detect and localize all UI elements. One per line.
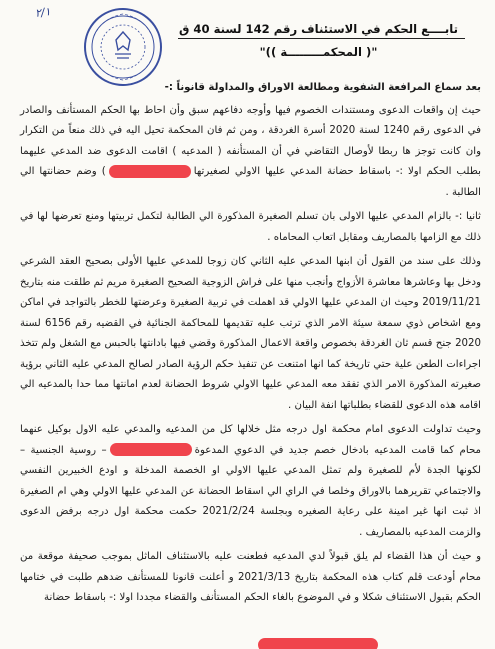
paragraph-text: ثانيا :- بالزام المدعي عليها الاولى بان تسلم الصغيرة المذكورة الي الطالبة لتكمل تربيتها ومنع تعرضها لها في ذلك مع الزامها بالمصاريف ومقابل اتعاب المحاماه . [20,211,481,243]
paragraph-p1 [20,78,481,99]
document-subtitle: "( المحكمـــــــــة ))" [259,45,378,59]
redaction-mark [258,638,378,649]
paragraph-text: – روسية الجنسية – لكونها الجدة لأم للصغيرة ولم تمثل المدعي عليها الاولي او الخصمة المدخلة و اودع الخبيرين النفسي والاجتماعي تقريرهما بالاوراق وخلصا في الراي الي اسقاط الحضانة عن المدعي عليها الاولي وهي ام الصغيرة اذ ثبت انها غير امينة على رعاية الصغيره وبجلسة 2021/2/24 حكمت محكمة اول درجه برفض الدعوى والزمت المدعيه بالمصاريف . [20,444,481,538]
paragraph-text: وذلك على سند من القول أن ابنها المدعي عليه الثاني كان زوجا للمدعي عليها الأولى بصحيح العقد الشرعي ودخل بها وعاشرها معاشرة الأزواج وأنجب منها على فراش الزوجية الصحيح الصغيرة مريم ثم طلقت منه بتاريخ 2019/11/21 وحيث ان المدعي عليها الاولي قد اهملت في تربية الصغيرة وعرضتها للخطر بالتواجد في اماكن ومع اشخاص ذوي سمعة سيئة الامر الذي ترتب عليه تقديمها للمحاكمة الجنائية في القضيه رقم 6156 لسنة 2020 جنح قسم ثان الغردقة بخصوص واقعة الاعمال المذكورة وقضي فيها بادانتها بالحبس مع الشغل ولم تتخذ اجراءات الطعن علية حتي تاريخة كما انها امتنعت عن تنفيذ حكم الرؤية الصادر لصالح المدعي عليه الثاني برؤية صغيرته المذكورة الامر الذي تفقد معه المدعي عليها الاولي شروط الحضانة لعدم امانتها مما حدا بالمدعيه الي اقامه هذه الدعوى للقضاء بطلباتها انفة البيان . [19,256,481,411]
paragraph-p5 [20,420,481,543]
paragraph-p6 [20,547,481,609]
court-seal-stamp [82,6,164,88]
paragraph-text: بعد سماع المرافعة الشفوية ومطالعة الاوراق والمداولة قانوناً :- [164,82,481,93]
paragraph-text: و حيث أن هذا القضاء لم يلق قبولاً لدي المدعيه فطعنت عليه بالاستئناف الماثل بموجب صحيفة موقعة من محام أودعت قلم كتاب هذه المحكمة بتاريخ 2021/3/13 و أعلنت قانونا للمستأنف ضدهم طلبت في ختامها الحكم بقبول الاستئناف شكلا و في الموضوع بالغاء الحكم المستأنف والقضاء مجددا اولا :- باسقاط حضانة [20,551,482,603]
paragraph-text: ) وضم حضانتها الي الطالبة . [20,166,481,198]
paragraph-p4 [20,252,481,416]
document-title: تابــــع الحكم في الاستئناف رقم 142 لسنة 40 ق [179,22,458,36]
paragraph-p2 [20,101,481,204]
document-header [160,22,477,59]
redaction-mark [109,165,191,178]
paragraph-text: وحيث تداولت الدعوى امام محكمة اول درجه مثل خلالها كل من المدعيه والمدعي عليه الاول بوكيل عنهما محام كما قامت المدعيه بادخال خصم جديد في الدعوي المدعوة [20,424,482,456]
paragraph-p3 [20,207,481,248]
page-number: ٢/١ [34,4,52,21]
paragraph-text: حيث إن واقعات الدعوى ومستندات الخصوم فيها وأوجه دفاعهم سبق وأن احاط بها الحكم المستأنف والصادر في الدعوى رقم 1240 لسنة 2020 أسرة الغردقة ، ومن ثم فان المحكمة تحيل اليه في ذلك منعاً من التكرار وان كانت توجز ها ربطا لأوصال التقاضي في أن المستأنفه ( المدعيه ) اقامت الدعوى ضد المدعي عليهما بطلب الحكم اولا :- باسقاط حضانة المدعي عليها الاولي لصغيرتها [20,104,481,177]
judgment-body [20,78,481,649]
redaction-mark [110,443,192,456]
